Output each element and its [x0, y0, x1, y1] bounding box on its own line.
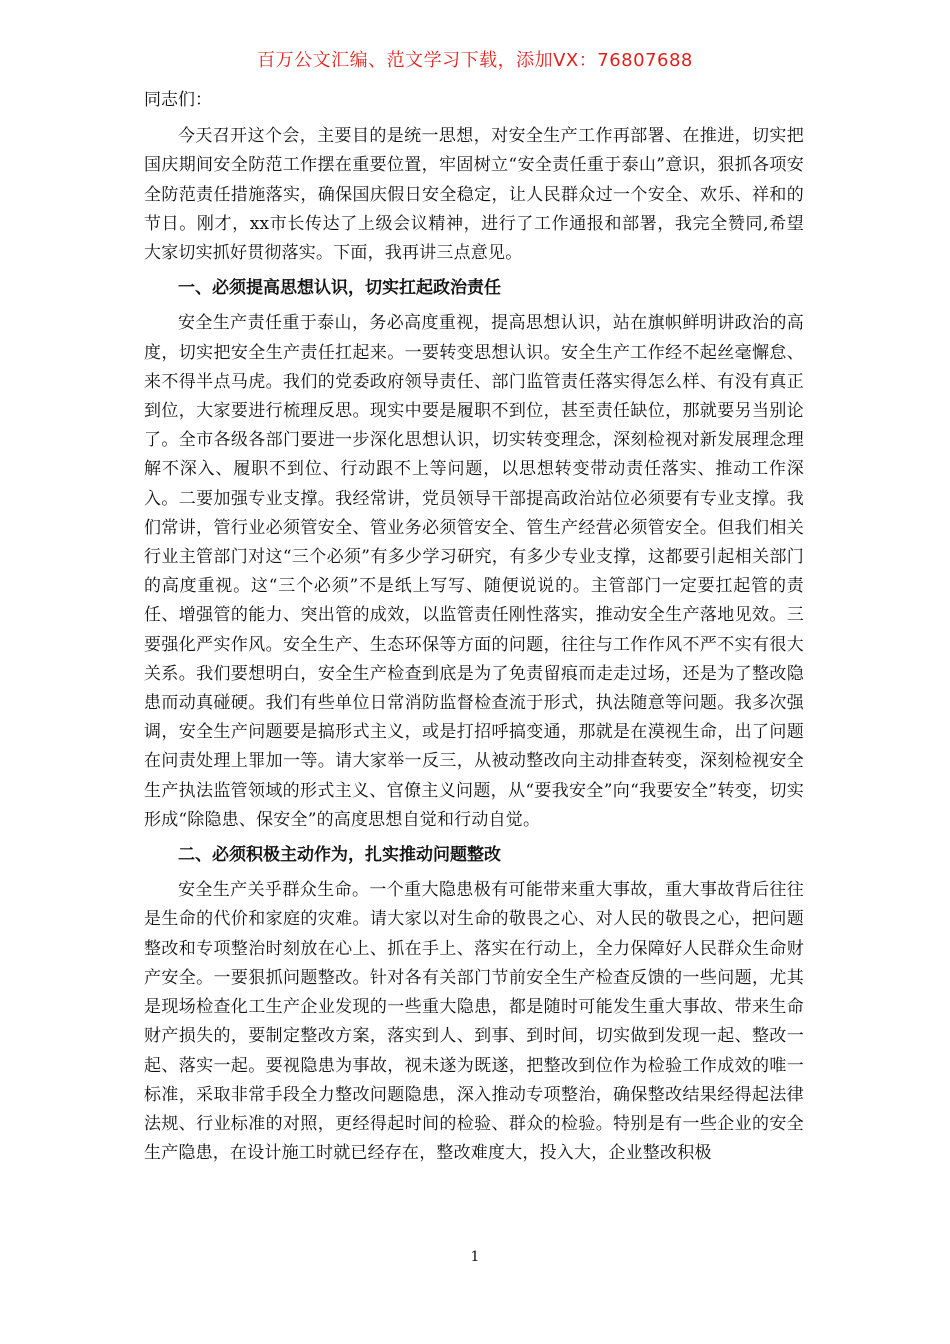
section-heading-2: 二、必须积极主动作为，扎实推动问题整改 — [178, 845, 501, 866]
page-number: 1 — [470, 1249, 480, 1265]
section-heading-1: 一、必须提高思想认识，切实扛起政治责任 — [178, 278, 501, 299]
section-body-1: 安全生产责任重于泰山，务必高度重视，提高思想认识，站在旗帜鲜明讲政治的高度，切实把安全生产责任扛起来。一要转变思想认识。安全生产工作经不起丝毫懈怠、来不得半点马虎。我们的党委政府领导责任、部门监管责任落实得怎么样、有没有真正到位，大家要进行梳理反思。现实中要是履职不到位，甚至责任缺位，那就要另当别论了。全市各级各部门要进一步深化思想认识，切实转变理念，深刻检视对新发展理念理解不深入、履职不到位、行动跟不上等问题，以思想转变带动责任落实、推动工作深入。二要加强专业支撑。我经常讲，党员领导干部提高政治站位必须要有专业支撑。我们常讲，管行业必须管安全、管业务必须管安全、管生产经营必须管安全。但我们相关行业主管部门对这“三个必须”有多少学习研究，有多少专业支撑，这都要引起相关部门的高度重视。这“三个必须”不是纸上写写、随便说说的。主管部门一定要扛起管的责任、增强管的能力、突出管的成效，以监管责任刚性落实，推动安全生产落地见效。三要强化严实作风。安全生产、生态环保等方面的问题，往往与工作作风不严不实有很大关系。我们要想明白，安全生产检查到底是为了免责留痕而走走过场，还是为了整改隐患而动真碰硬。我们有些单位日常消防监督检查流于形式，执法随意等问题。我多次强调，安全生产问题要是搞形式主义，或是打招呼搞变通，那就是在漠视生命，出了问题在问责处理上罪加一等。请大家举一反三，从被动整改向主动排查转变，深刻检视安全生产执法监管领域的形式主义、官僚主义问题，从“要我安全”向“我要安全”转变，切实形成“除隐患、保安全”的高度思想自觉和行动自觉。 — [144, 313, 804, 830]
salutation: 同志们： — [144, 90, 212, 110]
intro-paragraph: 今天召开这个会，主要目的是统一思想，对安全生产工作再部署、在推进，切实把国庆期间安全防范工作摆在重要位置，牢固树立“安全责任重于泰山”意识，狠抓各项安全防范责任措施落实，确保国庆假日安全稳定，让人民群众过一个安全、欢乐、祥和的节日。刚才，xx市长传达了上级会议精神，进行了工作通报和部署，我完全赞同,希望大家切实抓好贯彻落实。下面，我再讲三点意见。 — [144, 126, 804, 264]
section-body-2: 安全生产关乎群众生命。一个重大隐患极有可能带来重大事故，重大事故背后往往是生命的代价和家庭的灾难。请大家以对生命的敬畏之心、对人民的敬畏之心，把问题整改和专项整治时刻放在心上、抓在手上、落实在行动上，全力保障好人民群众生命财产安全。一要狠抓问题整改。针对各有关部门节前安全生产检查反馈的一些问题，尤其是现场检查化工生产企业发现的一些重大隐患，都是随时可能发生重大事故、带来生命财产损失的，要制定整改方案，落实到人、到事、到时间，切实做到发现一起、整改一起、落实一起。要视隐患为事故，视未遂为既遂，把整改到位作为检验工作成效的唯一标准，采取非常手段全力整改问题隐患，深入推动专项整治，确保整改结果经得起法律法规、行业标准的对照，更经得起时间的检验、群众的检验。特别是有一些企业的安全生产隐患，在设计施工时就已经存在，整改难度大，投入大，企业整改积极 — [144, 880, 804, 1164]
document-body — [144, 86, 804, 1168]
promo-banner: 百万公文汇编、范文学习下载，添加VX：76807688 — [257, 50, 693, 71]
